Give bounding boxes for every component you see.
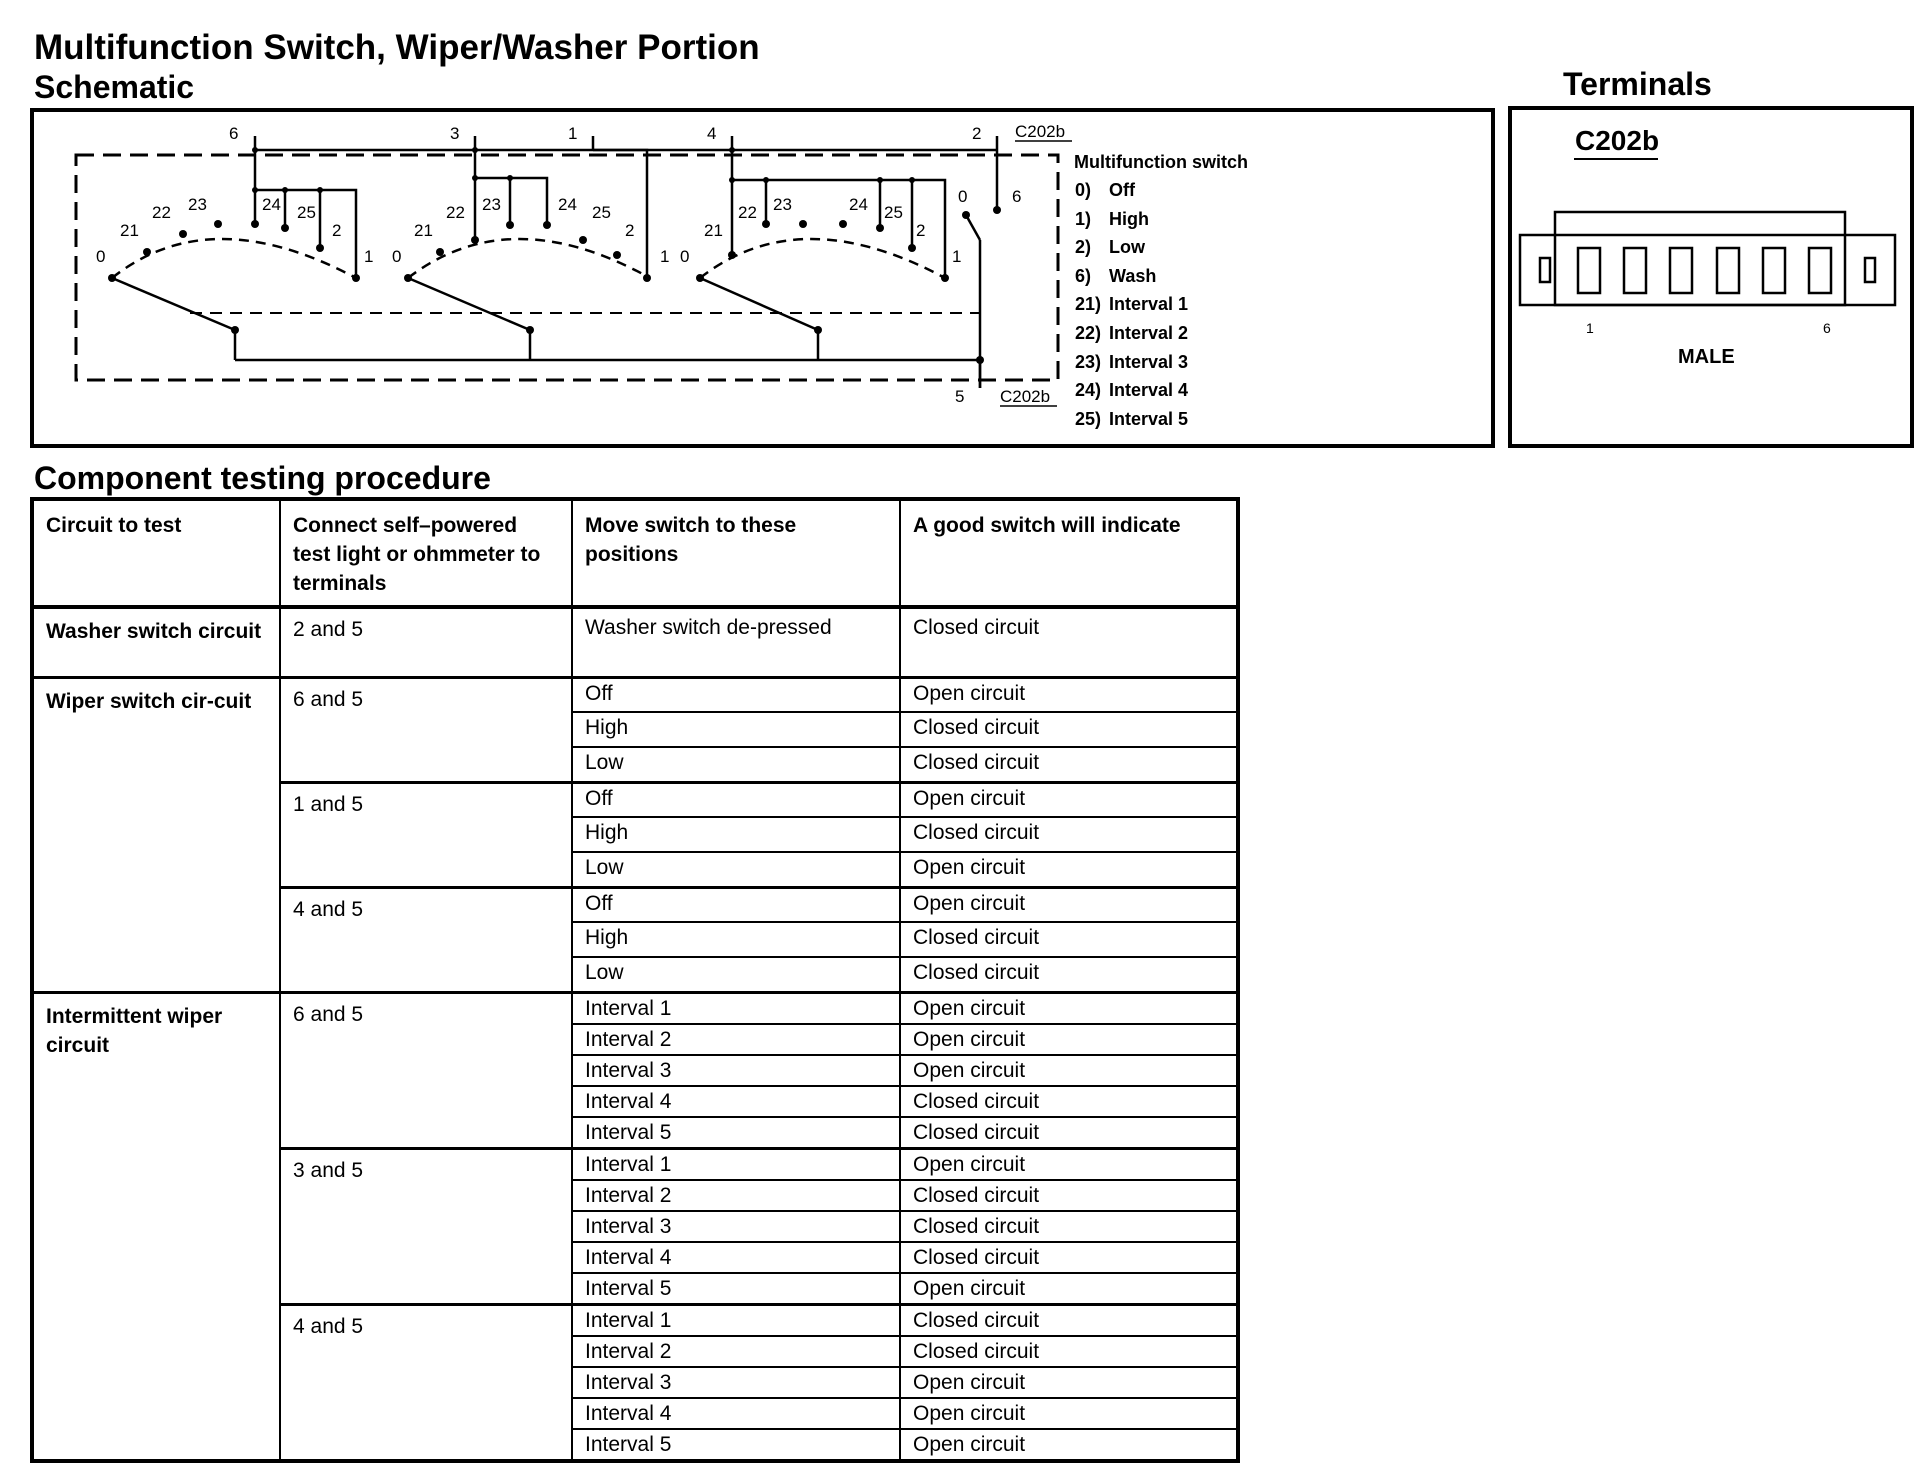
result-cell: Open circuit xyxy=(900,1367,1238,1398)
result-cell: Closed circuit xyxy=(900,922,1238,957)
table-header-row xyxy=(32,499,1238,607)
position-legend xyxy=(1075,176,1188,433)
connector-label-top: C202b xyxy=(1015,122,1066,141)
table-row xyxy=(32,607,1238,677)
position-cell: Interval 1 xyxy=(572,1148,900,1180)
legend-item: 1) High xyxy=(1075,208,1149,229)
result-cell: Closed circuit xyxy=(900,712,1238,747)
position-label: 22 xyxy=(446,203,465,222)
pin-label: 6 xyxy=(1012,187,1022,206)
pin-label: 2 xyxy=(972,124,982,143)
position-label: 2 xyxy=(332,221,342,240)
result-cell: Closed circuit xyxy=(900,1211,1238,1242)
schematic-heading: Schematic xyxy=(34,69,195,105)
position-cell: Interval 2 xyxy=(572,1024,900,1055)
circuit-cell: Intermittent wiper circuit xyxy=(32,992,280,1461)
position-cell: Low xyxy=(572,957,900,992)
position-cell: Interval 1 xyxy=(572,992,900,1024)
result-cell: Closed circuit xyxy=(900,747,1238,782)
position-label: 25 xyxy=(884,203,903,222)
position-label: 1 xyxy=(660,247,670,266)
terminals-cell: 4 and 5 xyxy=(280,1304,572,1461)
position-cell: Low xyxy=(572,852,900,887)
pin-label: 0 xyxy=(958,187,968,206)
result-cell: Closed circuit xyxy=(900,817,1238,852)
position-cell: Low xyxy=(572,747,900,782)
result-cell: Open circuit xyxy=(900,782,1238,817)
pin-label: 3 xyxy=(450,124,460,143)
result-cell: Open circuit xyxy=(900,1398,1238,1429)
result-cell: Open circuit xyxy=(900,1148,1238,1180)
pin-number-first: 1 xyxy=(1586,320,1594,336)
position-label: 25 xyxy=(297,203,316,222)
connector-drawing xyxy=(1510,200,1910,320)
result-cell: Open circuit xyxy=(900,677,1238,712)
position-cell: Off xyxy=(572,677,900,712)
result-cell: Open circuit xyxy=(900,1055,1238,1086)
position-label: 1 xyxy=(364,247,374,266)
position-cell: High xyxy=(572,712,900,747)
terminals-cell: 6 and 5 xyxy=(280,677,572,782)
result-cell: Open circuit xyxy=(900,992,1238,1024)
circuit-cell: Wiper switch cir-cuit xyxy=(32,677,280,992)
position-label: 2 xyxy=(625,221,635,240)
position-cell: Washer switch de-pressed xyxy=(572,607,900,677)
position-cell: Interval 1 xyxy=(572,1304,900,1336)
legend-item: 0) Off xyxy=(1075,180,1135,200)
result-cell: Open circuit xyxy=(900,887,1238,922)
position-cell: Interval 3 xyxy=(572,1367,900,1398)
pin-label: 6 xyxy=(229,124,239,143)
legend-item: 2) Low xyxy=(1075,237,1145,258)
position-label: 24 xyxy=(849,195,868,214)
legend-title: Multifunction switch xyxy=(1074,152,1248,172)
testing-heading: Component testing procedure xyxy=(34,460,491,496)
position-label: 0 xyxy=(96,247,106,266)
table-row xyxy=(32,992,1238,1024)
position-label: 22 xyxy=(152,203,171,222)
position-cell: Interval 4 xyxy=(572,1086,900,1117)
position-cell: Interval 3 xyxy=(572,1055,900,1086)
result-cell: Open circuit xyxy=(900,1024,1238,1055)
position-label: 21 xyxy=(120,221,139,240)
connector-label-bottom: C202b xyxy=(1000,387,1051,406)
position-cell: Interval 5 xyxy=(572,1429,900,1461)
pin-label: 1 xyxy=(568,124,578,143)
position-cell: Interval 5 xyxy=(572,1117,900,1149)
position-cell: Interval 2 xyxy=(572,1336,900,1367)
pin-number-last: 6 xyxy=(1823,320,1831,336)
position-cell: High xyxy=(572,817,900,852)
legend-item: 24) Interval 4 xyxy=(1075,380,1189,401)
position-label: 25 xyxy=(592,203,611,222)
position-label: 23 xyxy=(188,195,207,214)
terminals-cell: 4 and 5 xyxy=(280,887,572,992)
position-cell: Interval 4 xyxy=(572,1242,900,1273)
result-cell: Closed circuit xyxy=(900,1242,1238,1273)
position-label: 21 xyxy=(704,221,723,240)
terminal-connector-label: C202b xyxy=(1575,125,1660,156)
result-cell: Closed circuit xyxy=(900,1180,1238,1211)
position-cell: Interval 2 xyxy=(572,1180,900,1211)
result-cell: Open circuit xyxy=(900,852,1238,887)
position-label: 24 xyxy=(262,195,281,214)
position-label: 1 xyxy=(952,247,962,266)
position-cell: Interval 3 xyxy=(572,1211,900,1242)
legend-item: 22) Interval 2 xyxy=(1075,322,1189,343)
position-label: 23 xyxy=(482,195,501,214)
result-cell: Closed circuit xyxy=(900,607,1238,677)
switch-enclosure xyxy=(76,155,1058,380)
terminals-cell: 6 and 5 xyxy=(280,992,572,1148)
pin-label: 5 xyxy=(955,387,965,406)
page-title: Multifunction Switch, Wiper/Washer Portion xyxy=(34,28,760,67)
legend-item: 21) Interval 1 xyxy=(1075,294,1189,315)
column-header: A good switch will indicate xyxy=(900,499,1238,607)
connector-underline xyxy=(1574,158,1658,160)
position-cell: Off xyxy=(572,887,900,922)
result-cell: Open circuit xyxy=(900,1429,1238,1461)
pin-label: 4 xyxy=(707,124,717,143)
position-label: 0 xyxy=(392,247,402,266)
position-cell: Interval 5 xyxy=(572,1273,900,1305)
result-cell: Closed circuit xyxy=(900,1304,1238,1336)
terminals-cell: 1 and 5 xyxy=(280,782,572,887)
terminals-cell: 3 and 5 xyxy=(280,1148,572,1304)
position-label: 22 xyxy=(738,203,757,222)
connector-gender: MALE xyxy=(1678,346,1735,368)
legend-item: 23) Interval 3 xyxy=(1075,351,1189,372)
circuit-cell: Washer switch circuit xyxy=(32,607,280,677)
terminals-heading: Terminals xyxy=(1563,66,1712,102)
position-cell: Off xyxy=(572,782,900,817)
result-cell: Closed circuit xyxy=(900,1336,1238,1367)
column-header: Connect self–powered test light or ohmmeter to terminals xyxy=(280,499,572,607)
legend-item: 6) Wash xyxy=(1075,265,1157,286)
column-header: Move switch to these positions xyxy=(572,499,900,607)
result-cell: Closed circuit xyxy=(900,957,1238,992)
result-cell: Open circuit xyxy=(900,1273,1238,1305)
position-cell: High xyxy=(572,922,900,957)
position-label: 23 xyxy=(773,195,792,214)
table-row xyxy=(32,677,1238,712)
legend-item: 25) Interval 5 xyxy=(1075,408,1189,429)
position-label: 24 xyxy=(558,195,577,214)
position-label: 0 xyxy=(680,247,690,266)
position-label: 21 xyxy=(414,221,433,240)
result-cell: Closed circuit xyxy=(900,1086,1238,1117)
terminals-cell: 2 and 5 xyxy=(280,607,572,677)
testing-table xyxy=(30,497,1240,1463)
position-label: 2 xyxy=(916,221,926,240)
position-cell: Interval 4 xyxy=(572,1398,900,1429)
column-header: Circuit to test xyxy=(32,499,280,607)
result-cell: Closed circuit xyxy=(900,1117,1238,1149)
